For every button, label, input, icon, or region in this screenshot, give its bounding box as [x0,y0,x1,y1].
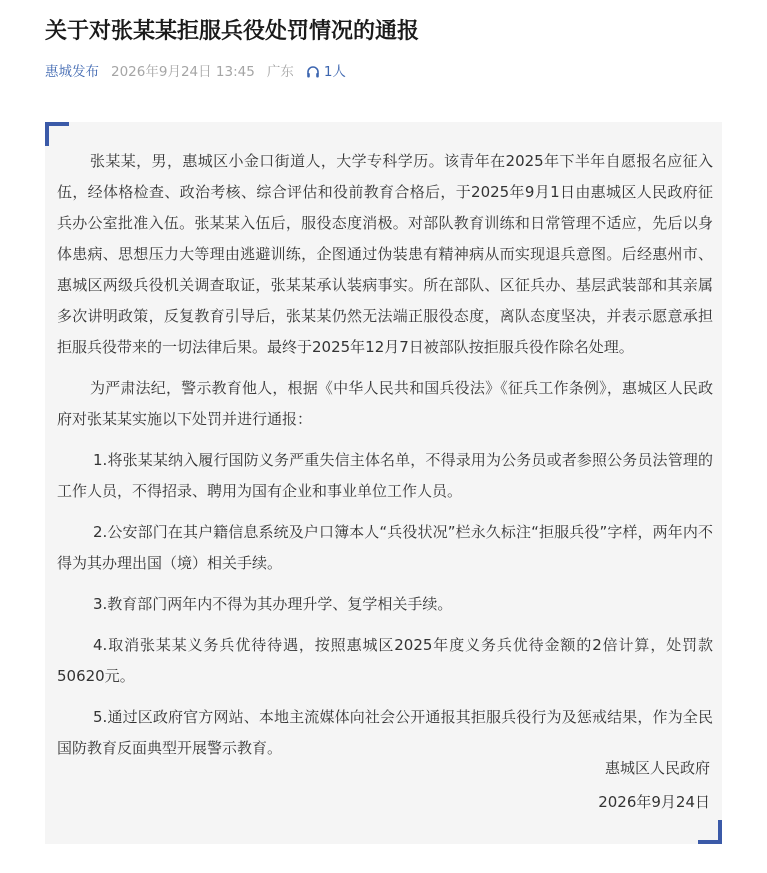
notice-card [45,122,722,844]
notice-body [57,146,713,774]
penalty-item: 1.将张某某纳入履行国防义务严重失信主体名单，不得录用为公务员或者参照公务员法管理的工作人员，不得招录、聘用为国有企业和事业单位工作人员。 [57,451,713,500]
region-label: 广东 [266,64,294,80]
penalty-item: 3.教育部门两年内不得为其办理升学、复学相关手续。 [93,595,453,613]
paragraph: 张某某，男，惠城区小金口街道人，大学专科学历。该青年在2025年下半年自愿报名应征入伍，经体格检查、政治考核、综合评估和役前教育合格后，于2025年9月1日由惠城区人民政府征兵办公室批准入伍。张某某入伍后，服役态度消极。对部队教育训练和日常管理不适应，先后以身体患病、思想压力大等理由逃避训练，企图通过伪装患有精神病从而实现退兵意图。后经惠州市、惠城区两级兵役机关调查取证，张某某承认装病事实。所在部队、区征兵办、基层武装部和其亲属多次讲明政策，反复教育引导后，张某某仍然无法端正服役态度，离队态度坚决，并表示愿意承担拒服兵役带来的一切法律后果。最终于2025年12月7日被部队按拒服兵役作除名处理。 [57,152,713,356]
signature-org: 惠城区人民政府 [604,759,710,777]
penalty-item: 4.取消张某某义务兵优待待遇，按照惠城区2025年度义务兵优待金额的2倍计算，处罚款50620元。 [57,636,713,685]
corner-decoration-bottom-right [698,820,722,844]
source-link[interactable]: 惠城发布 [45,64,99,80]
corner-decoration-top-left [45,122,69,146]
headphones-icon [306,65,320,79]
penalty-item: 5.通过区政府官方网站、本地主流媒体向社会公开通报其拒服兵役行为及惩戒结果，作为全民国防教育反面典型开展警示教育。 [57,708,713,757]
article-meta [45,62,346,82]
publish-date: 2026年9月24日 13:45 [111,64,255,80]
penalty-item: 2.公安部门在其户籍信息系统及户口簿本人“兵役状况”栏永久标注“拒服兵役”字样，两年内不得为其办理出国（境）相关手续。 [57,523,713,572]
listen-button[interactable] [306,62,346,82]
signature-date: 2026年9月24日 [598,793,710,811]
paragraph: 为严肃法纪，警示教育他人，根据《中华人民共和国兵役法》《征兵工作条例》，惠城区人民政府对张某某实施以下处罚并进行通报： [57,379,713,428]
article-title: 关于对张某某拒服兵役处罚情况的通报 [45,19,420,44]
listener-count: 1人 [323,64,346,80]
